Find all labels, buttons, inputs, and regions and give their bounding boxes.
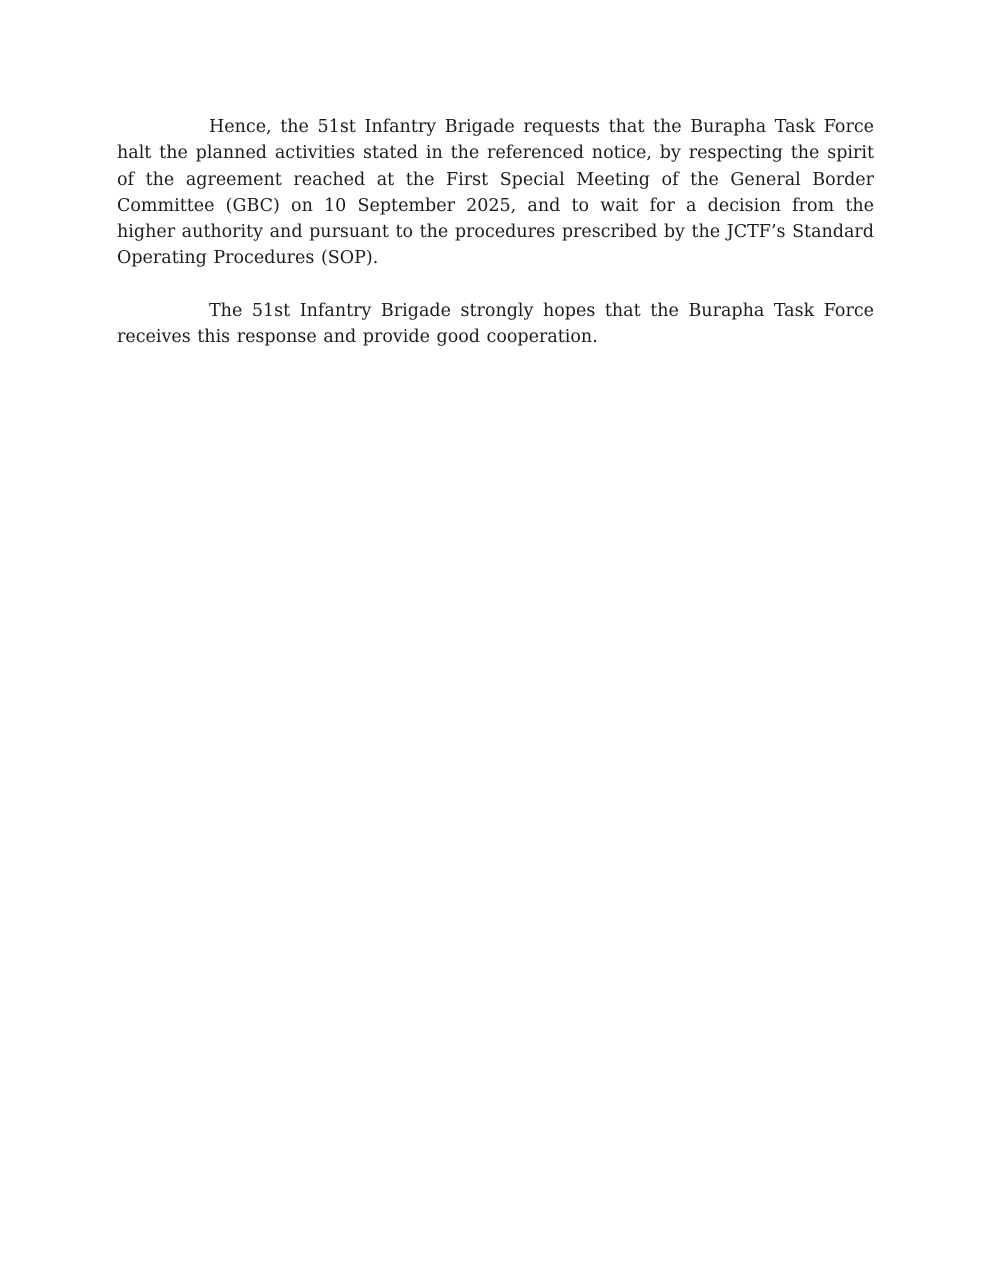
paragraph-request: Hence, the 51st Infantry Brigade requests that the Burapha Task Force halt the planned activities stated in the referenced notice, by respecting the spirit of the agreement reached at the First Special Meeting of the General Border Committee (GBC) on 10 September 2025, and to wait for a decision from the higher authority and pursuant to the procedures prescribed by the JCTF’s Standard Operating Procedures (SOP).	[117, 117, 874, 269]
paragraph-closing: The 51st Infantry Brigade strongly hopes that the Burapha Task Force receives this response and provide good cooperation.	[117, 300, 874, 348]
